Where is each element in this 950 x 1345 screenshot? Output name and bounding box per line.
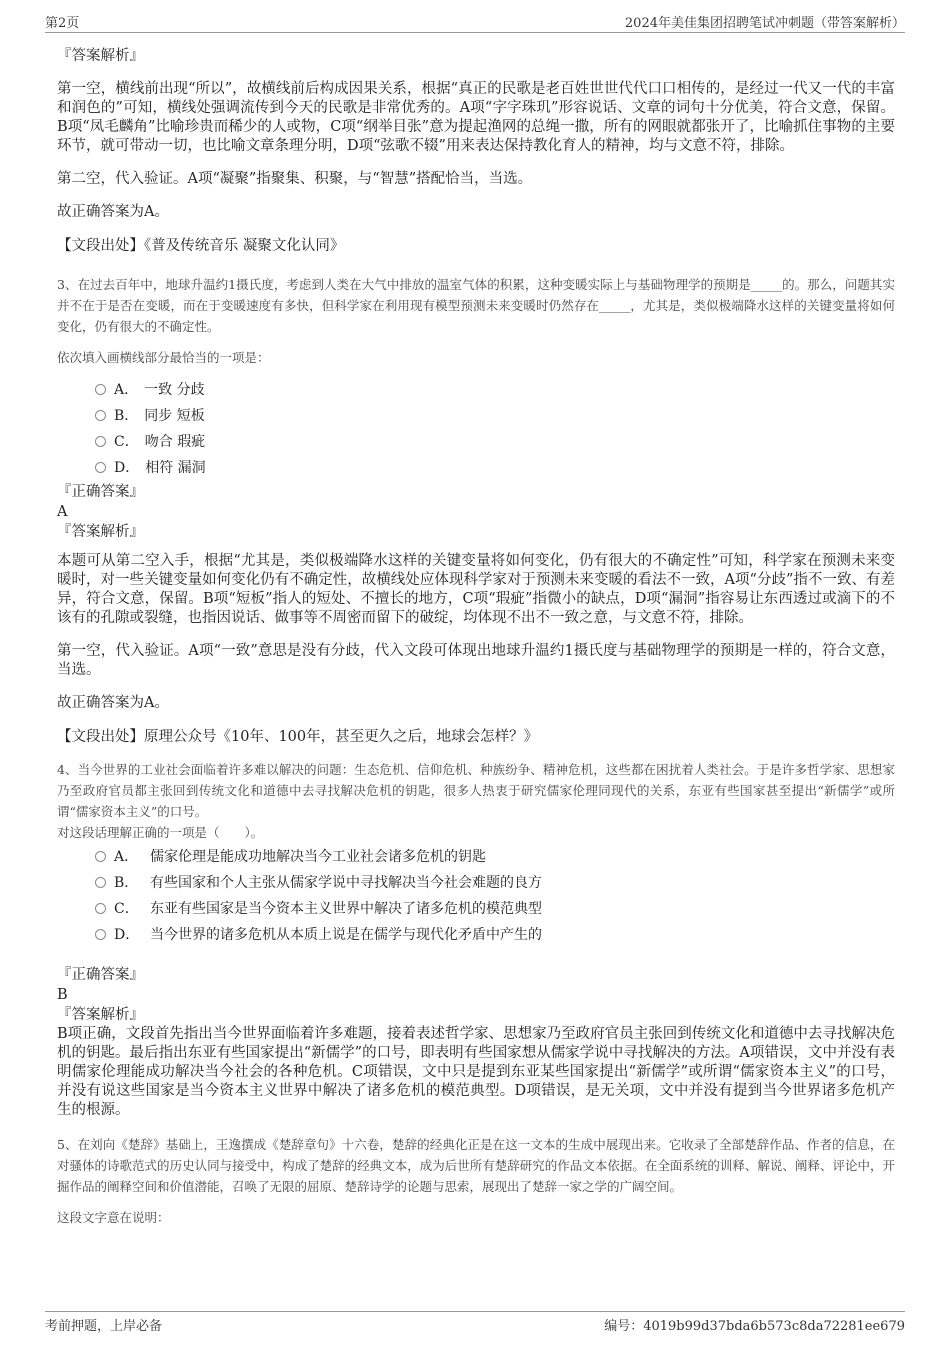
option-b[interactable] bbox=[95, 869, 895, 895]
option-text: 相符 漏洞 bbox=[145, 460, 206, 476]
radio-button[interactable] bbox=[95, 929, 106, 940]
answer-label: 『正确答案』 bbox=[57, 967, 144, 983]
radio-button[interactable] bbox=[95, 462, 106, 473]
option-letter: B． bbox=[114, 875, 139, 891]
question-stem: 5、在刘向《楚辞》基础上，王逸撰成《楚辞章句》十六卷，楚辞的经典化正是在这一文本的生成中展现出来。它收录了全部楚辞作品、作者的信息，在对骚体的诗歌范式的历史认同与接受中，构成了楚辞的经典文本，成为后世所有楚辞研究的作品文本依据。在全面系统的训释、解说、阐释、评论中，开掘作品的阐释空间和价值潜能，召唤了无限的屈原、楚辞诗学的论题与思索，展现出了楚辞一家之学的广阔空间。 bbox=[57, 1137, 895, 1194]
radio-button[interactable] bbox=[95, 877, 106, 888]
radio-button[interactable] bbox=[95, 436, 106, 447]
option-text: 一致 分歧 bbox=[144, 382, 205, 398]
question-prompt: 依次填入画横线部分最恰当的一项是： bbox=[57, 350, 270, 365]
question-2-analysis bbox=[57, 46, 895, 256]
option-list bbox=[95, 376, 895, 480]
option-letter: D． bbox=[114, 460, 140, 476]
source-citation: 【文段出处】原理公众号《10年、100年，甚至更久之后，地球会怎样？》 bbox=[57, 729, 539, 745]
analysis-label: 『答案解析』 bbox=[57, 524, 144, 540]
radio-button[interactable] bbox=[95, 410, 106, 421]
footer-divider bbox=[45, 1311, 905, 1312]
analysis-paragraph-2: 第一空，代入验证。A项“一致”意思是没有分歧，代入文段可体现出地球升温约1摄氏度与基础物理学的预期是一样的，符合文意，当选。 bbox=[57, 643, 895, 678]
option-c[interactable] bbox=[95, 428, 895, 454]
source-citation: 【文段出处】《普及传统音乐 凝聚文化认同》 bbox=[57, 238, 345, 254]
analysis-paragraph-1: 第一空，横线前出现“所以”，故横线前后构成因果关系，根据“真正的民歌是老百姓世世代代口口相传的，是经过一代又一代的丰富和润色的”可知，横线处强调流传到今天的民歌是非常优秀的。A项“字字珠玑”形容说话、文章的词句十分优美，符合文意，保留。B项“凤毛麟角”比喻珍贵而稀少的人或物，C项“纲举目张”意为提起渔网的总绳一撒，所有的网眼就都张开了，比喻抓住事物的主要环节，就可带动一切，也比喻文章条理分明，D项“弦歌不辍”用来表达保持教化育人的精神，均与文意不符，排除。 bbox=[57, 81, 895, 154]
radio-button[interactable] bbox=[95, 851, 106, 862]
document-id: 编号：4019b99d37bda6b573c8da72281ee679 bbox=[604, 1319, 905, 1334]
option-b[interactable] bbox=[95, 402, 895, 428]
analysis-paragraph-1: B项正确，文段首先指出当今世界面临着许多难题，接着表述哲学家、思想家乃至政府官员主张回到传统文化和道德中去寻找解决危机的钥匙。最后指出东亚有些国家提出“新儒学”的口号，即表明有些国家想从儒家学说中寻找解决的方法。A项错误，文中并没有表明儒家伦理能成功解决当今社会的各种危机。C项错误，文中只是提到东亚某些国家提出“新儒学”或所谓“儒家资本主义”的口号，并没有说这些国家是当今资本主义世界中解决了诸多危机的模范典型。D项错误，是无关项，文中并没有提到当今世界诸多危机产生的根源。 bbox=[57, 1026, 895, 1118]
option-letter: C． bbox=[114, 434, 139, 450]
conclusion: 故正确答案为A。 bbox=[57, 204, 169, 220]
question-5 bbox=[57, 1134, 895, 1228]
option-letter: C． bbox=[114, 901, 139, 917]
question-3 bbox=[57, 274, 895, 747]
option-d[interactable] bbox=[95, 921, 895, 947]
option-text: 儒家伦理是能成功地解决当今工业社会诸多危机的钥匙 bbox=[150, 849, 486, 865]
radio-button[interactable] bbox=[95, 903, 106, 914]
question-stem: 3、在过去百年中，地球升温约1摄氏度，考虑到人类在大气中排放的温室气体的积累，这种变暖实际上与基础物理学的预期是_____的。那么，问题其实并不在于是否在变暖，而在于变暖速度有多快，但科学家在利用现有模型预测未来变暖时仍然存在_____，尤其是，类似极端降水这样的关键变量将如何变化，仍有很大的不确定性。 bbox=[57, 277, 895, 334]
option-text: 当今世界的诸多危机从本质上说是在儒学与现代化矛盾中产生的 bbox=[150, 927, 542, 943]
option-letter: B． bbox=[114, 408, 139, 424]
question-prompt: 这段文字意在说明： bbox=[57, 1210, 170, 1225]
footer-slogan: 考前押题，上岸必备 bbox=[45, 1319, 163, 1334]
analysis-label: 『答案解析』 bbox=[57, 1007, 144, 1023]
correct-answer: A bbox=[57, 504, 68, 520]
question-4 bbox=[57, 759, 895, 1120]
option-text: 有些国家和个人主张从儒家学说中寻找解决当今社会难题的良方 bbox=[150, 875, 542, 891]
analysis-label: 『答案解析』 bbox=[57, 48, 144, 64]
option-letter: D． bbox=[114, 927, 140, 943]
option-a[interactable] bbox=[95, 376, 895, 402]
option-letter: A． bbox=[114, 382, 139, 398]
question-stem: 4、当今世界的工业社会面临着许多难以解决的问题：生态危机、信仰危机、种族纷争、精神危机，这些都在困扰着人类社会。于是许多哲学家、思想家乃至政府官员都主张回到传统文化和道德中去寻找解决危机的钥匙，很多人热衷于研究儒家伦理同现代的关系，东亚有些国家甚至提出“新儒学”或所谓“儒家资本主义”的口号。 bbox=[57, 762, 895, 819]
analysis-paragraph-1: 本题可从第二空入手，根据“尤其是，类似极端降水这样的关键变量将如何变化，仍有很大的不确定性”可知，科学家在预测未来变暖时，对一些关键变量如何变化仍有不确定性，故横线处应体现科学家对于预测未来变暖的看法不一致，A项“分歧”指不一致、有差异，符合文意，保留。B项“短板”指人的短处、不擅长的地方，C项“瑕疵”指微小的缺点，D项“漏洞”指容易让东西透过或滴下的不该有的孔隙或裂缝，也指因说话、做事等不周密而留下的破绽，均体现不出不一致之意，与文意不符，排除。 bbox=[57, 553, 895, 626]
question-prompt: 对这段话理解正确的一项是（ ）。 bbox=[57, 825, 264, 840]
option-c[interactable] bbox=[95, 895, 895, 921]
correct-answer: B bbox=[57, 987, 68, 1003]
header-divider bbox=[45, 32, 905, 33]
document-title: 2024年美佳集团招聘笔试冲刺题（带答案解析） bbox=[624, 16, 905, 31]
option-letter: A． bbox=[114, 849, 139, 865]
option-d[interactable] bbox=[95, 454, 895, 480]
option-a[interactable] bbox=[95, 843, 895, 869]
option-list bbox=[95, 843, 895, 947]
page-number: 第2页 bbox=[45, 16, 80, 31]
answer-label: 『正确答案』 bbox=[57, 484, 144, 500]
option-text: 同步 短板 bbox=[144, 408, 205, 424]
option-text: 吻合 瑕疵 bbox=[144, 434, 206, 450]
option-text: 东亚有些国家是当今资本主义世界中解决了诸多危机的模范典型 bbox=[150, 901, 542, 917]
conclusion: 故正确答案为A。 bbox=[57, 695, 169, 711]
analysis-paragraph-2: 第二空，代入验证。A项“凝聚”指聚集、积聚，与“智慧”搭配恰当，当选。 bbox=[57, 171, 533, 187]
radio-button[interactable] bbox=[95, 384, 106, 395]
page-content bbox=[57, 46, 895, 1228]
